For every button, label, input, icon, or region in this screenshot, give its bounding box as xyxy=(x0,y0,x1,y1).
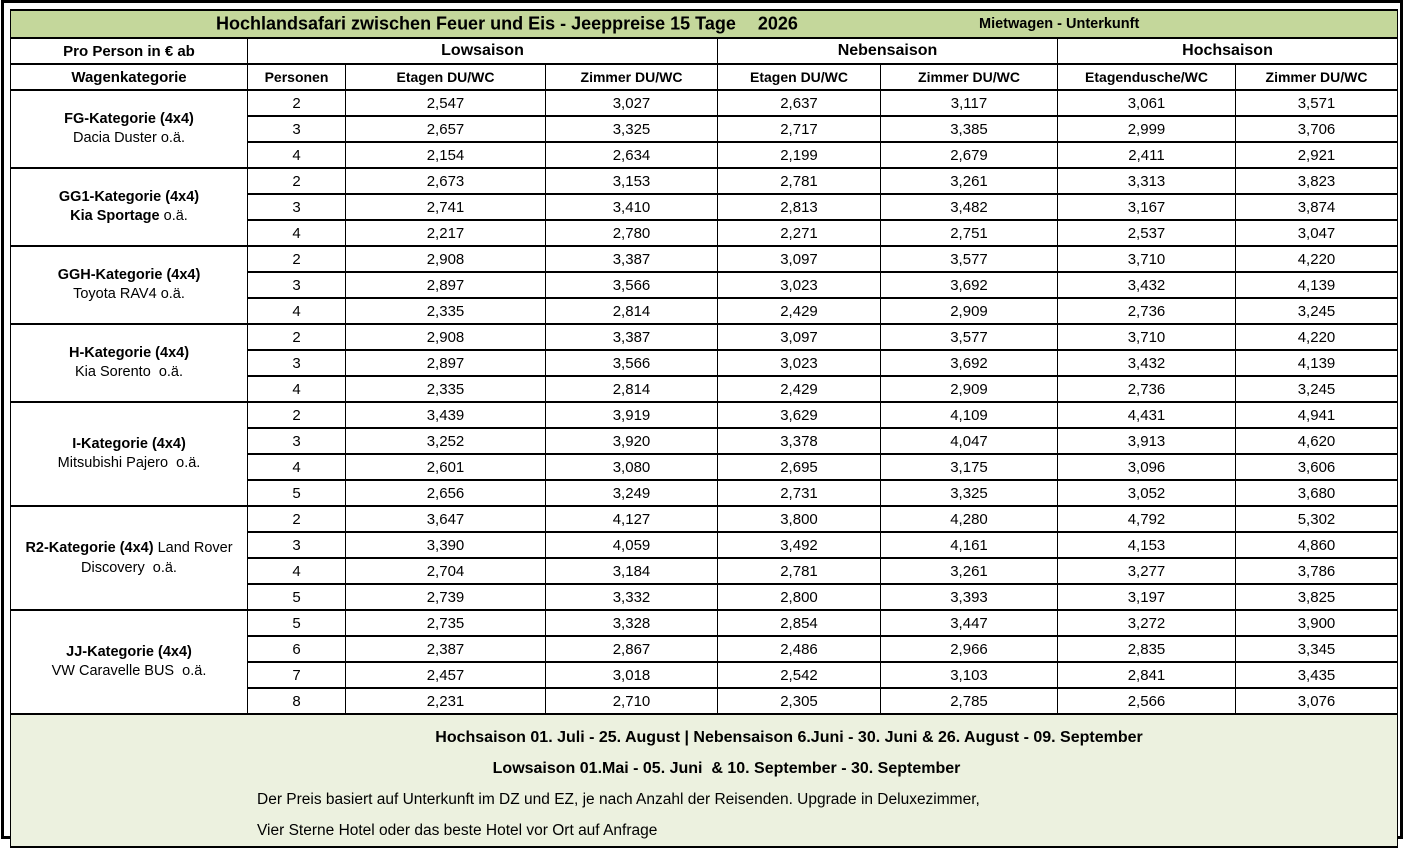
price-cell: 2,566 xyxy=(1058,688,1236,714)
col-header-low-zimmer: Zimmer DU/WC xyxy=(546,64,718,90)
persons-cell: 2 xyxy=(248,402,346,428)
price-cell: 2,199 xyxy=(718,142,881,168)
persons-cell: 5 xyxy=(248,610,346,636)
price-cell: 3,345 xyxy=(1236,636,1398,662)
price-cell: 4,220 xyxy=(1236,246,1398,272)
page-frame xyxy=(1,0,1403,839)
category-cell xyxy=(11,168,248,246)
price-cell: 2,813 xyxy=(718,194,881,220)
price-cell: 2,486 xyxy=(718,636,881,662)
category-vehicle: Dacia Duster o.ä. xyxy=(72,130,186,146)
persons-cell: 4 xyxy=(248,142,346,168)
price-cell: 3,378 xyxy=(718,428,881,454)
category-name: FG-Kategorie (4x4) xyxy=(64,111,194,127)
price-cell: 4,139 xyxy=(1236,350,1398,376)
price-cell: 2,217 xyxy=(346,220,546,246)
price-cell: 2,704 xyxy=(346,558,546,584)
footer-row xyxy=(11,714,1398,847)
price-cell: 2,271 xyxy=(718,220,881,246)
price-cell: 3,390 xyxy=(346,532,546,558)
price-cell: 3,566 xyxy=(546,350,718,376)
price-cell: 2,154 xyxy=(346,142,546,168)
price-cell: 3,692 xyxy=(881,350,1058,376)
price-cell: 3,018 xyxy=(546,662,718,688)
price-cell: 3,076 xyxy=(1236,688,1398,714)
price-cell: 2,909 xyxy=(881,298,1058,324)
price-cell: 2,429 xyxy=(718,376,881,402)
price-cell: 2,547 xyxy=(346,90,546,116)
price-cell: 4,047 xyxy=(881,428,1058,454)
price-cell: 3,061 xyxy=(1058,90,1236,116)
price-cell: 3,313 xyxy=(1058,168,1236,194)
price-cell: 3,823 xyxy=(1236,168,1398,194)
persons-cell: 2 xyxy=(248,246,346,272)
price-cell: 3,647 xyxy=(346,506,546,532)
price-cell: 2,781 xyxy=(718,168,881,194)
season-header-hochsaison: Hochsaison xyxy=(1058,38,1398,64)
price-cell: 2,387 xyxy=(346,636,546,662)
price-cell: 4,059 xyxy=(546,532,718,558)
price-cell: 2,897 xyxy=(346,350,546,376)
category-vehicle: VW Caravelle BUS o.ä. xyxy=(51,663,207,679)
price-cell: 3,197 xyxy=(1058,584,1236,610)
price-cell: 3,097 xyxy=(718,246,881,272)
price-cell: 2,695 xyxy=(718,454,881,480)
price-cell: 3,706 xyxy=(1236,116,1398,142)
price-cell: 2,814 xyxy=(546,376,718,402)
price-cell: 3,710 xyxy=(1058,246,1236,272)
table-row xyxy=(11,324,1398,350)
table-row xyxy=(11,246,1398,272)
price-cell: 2,429 xyxy=(718,298,881,324)
price-cell: 3,913 xyxy=(1058,428,1236,454)
col-header-neben-zimmer: Zimmer DU/WC xyxy=(881,64,1058,90)
price-cell: 2,741 xyxy=(346,194,546,220)
price-cell: 3,900 xyxy=(1236,610,1398,636)
price-cell: 4,620 xyxy=(1236,428,1398,454)
category-name: GG1-Kategorie (4x4) xyxy=(58,189,200,205)
price-cell: 4,431 xyxy=(1058,402,1236,428)
price-cell: 3,097 xyxy=(718,324,881,350)
price-cell: 4,109 xyxy=(881,402,1058,428)
category-name: GGH-Kategorie (4x4) xyxy=(57,267,201,283)
price-cell: 3,027 xyxy=(546,90,718,116)
price-cell: 3,825 xyxy=(1236,584,1398,610)
price-cell: 3,261 xyxy=(881,558,1058,584)
persons-cell: 4 xyxy=(248,454,346,480)
category-vehicle: Toyota RAV4 o.ä. xyxy=(73,286,185,302)
footer-note-line-2: Vier Sterne Hotel oder das beste Hotel vor Ort auf Anfrage xyxy=(257,822,658,839)
table-row xyxy=(11,506,1398,532)
price-cell: 3,080 xyxy=(546,454,718,480)
price-cell: 3,439 xyxy=(346,402,546,428)
price-cell: 3,175 xyxy=(881,454,1058,480)
persons-cell: 2 xyxy=(248,90,346,116)
price-cell: 4,127 xyxy=(546,506,718,532)
category-vehicle: Kia Sorento o.ä. xyxy=(74,364,183,380)
price-cell: 2,637 xyxy=(718,90,881,116)
price-cell: 2,537 xyxy=(1058,220,1236,246)
category-name: JJ-Kategorie (4x4) xyxy=(66,644,192,660)
price-cell: 2,785 xyxy=(881,688,1058,714)
price-cell: 2,305 xyxy=(718,688,881,714)
table-row xyxy=(11,402,1398,428)
price-cell: 3,245 xyxy=(1236,376,1398,402)
persons-cell: 3 xyxy=(248,272,346,298)
price-cell: 3,920 xyxy=(546,428,718,454)
price-cell: 3,096 xyxy=(1058,454,1236,480)
category-cell xyxy=(11,402,248,506)
persons-cell: 2 xyxy=(248,168,346,194)
price-cell: 2,736 xyxy=(1058,376,1236,402)
price-table xyxy=(10,9,1398,848)
price-cell: 3,153 xyxy=(546,168,718,194)
wagenkategorie-header: Wagenkategorie xyxy=(11,64,248,90)
price-table-body xyxy=(11,90,1398,714)
price-cell: 3,047 xyxy=(1236,220,1398,246)
page-subtitle: Mietwagen - Unterkunft xyxy=(979,16,1140,32)
price-cell: 2,657 xyxy=(346,116,546,142)
price-cell: 2,867 xyxy=(546,636,718,662)
price-cell: 3,249 xyxy=(546,480,718,506)
price-cell: 3,252 xyxy=(346,428,546,454)
price-cell: 2,717 xyxy=(718,116,881,142)
price-cell: 2,814 xyxy=(546,298,718,324)
sheet xyxy=(10,9,1398,848)
price-cell: 4,792 xyxy=(1058,506,1236,532)
category-cell xyxy=(11,246,248,324)
footer-lowsaison-dates: Lowsaison 01.Mai - 05. Juni & 10. September - 30. September xyxy=(492,760,961,777)
title-row xyxy=(11,10,1398,38)
price-cell: 3,325 xyxy=(881,480,1058,506)
persons-cell: 4 xyxy=(248,298,346,324)
price-cell: 2,634 xyxy=(546,142,718,168)
price-cell: 2,335 xyxy=(346,298,546,324)
price-cell: 3,800 xyxy=(718,506,881,532)
price-cell: 2,908 xyxy=(346,324,546,350)
price-cell: 3,692 xyxy=(881,272,1058,298)
category-cell xyxy=(11,506,248,610)
persons-cell: 3 xyxy=(248,428,346,454)
price-cell: 3,385 xyxy=(881,116,1058,142)
price-cell: 2,781 xyxy=(718,558,881,584)
price-cell: 3,167 xyxy=(1058,194,1236,220)
price-cell: 2,909 xyxy=(881,376,1058,402)
price-cell: 2,656 xyxy=(346,480,546,506)
price-cell: 2,542 xyxy=(718,662,881,688)
persons-cell: 5 xyxy=(248,584,346,610)
persons-cell: 8 xyxy=(248,688,346,714)
price-cell: 2,735 xyxy=(346,610,546,636)
persons-cell: 3 xyxy=(248,116,346,142)
price-cell: 3,919 xyxy=(546,402,718,428)
price-cell: 3,277 xyxy=(1058,558,1236,584)
price-cell: 3,432 xyxy=(1058,350,1236,376)
price-cell: 3,874 xyxy=(1236,194,1398,220)
price-cell: 3,261 xyxy=(881,168,1058,194)
category-vehicle: Mitsubishi Pajero o.ä. xyxy=(57,455,201,471)
price-cell: 3,184 xyxy=(546,558,718,584)
price-cell: 3,680 xyxy=(1236,480,1398,506)
price-cell: 2,231 xyxy=(346,688,546,714)
persons-cell: 6 xyxy=(248,636,346,662)
persons-cell: 3 xyxy=(248,194,346,220)
price-cell: 2,800 xyxy=(718,584,881,610)
price-cell: 4,220 xyxy=(1236,324,1398,350)
price-cell: 3,566 xyxy=(546,272,718,298)
price-cell: 3,387 xyxy=(546,324,718,350)
col-header-low-etagen: Etagen DU/WC xyxy=(346,64,546,90)
price-cell: 2,854 xyxy=(718,610,881,636)
price-cell: 3,447 xyxy=(881,610,1058,636)
price-cell: 3,325 xyxy=(546,116,718,142)
price-cell: 3,103 xyxy=(881,662,1058,688)
price-cell: 2,673 xyxy=(346,168,546,194)
column-header-row xyxy=(11,64,1398,90)
price-cell: 2,780 xyxy=(546,220,718,246)
persons-cell: 5 xyxy=(248,480,346,506)
persons-cell: 4 xyxy=(248,376,346,402)
price-cell: 4,860 xyxy=(1236,532,1398,558)
price-cell: 2,335 xyxy=(346,376,546,402)
price-cell: 2,731 xyxy=(718,480,881,506)
pro-person-header: Pro Person in € ab xyxy=(11,38,248,64)
price-cell: 2,966 xyxy=(881,636,1058,662)
price-cell: 2,739 xyxy=(346,584,546,610)
price-cell: 4,280 xyxy=(881,506,1058,532)
price-cell: 2,457 xyxy=(346,662,546,688)
price-cell: 2,751 xyxy=(881,220,1058,246)
price-cell: 3,023 xyxy=(718,350,881,376)
category-vehicle: Kia Sportage o.ä. xyxy=(70,208,188,224)
price-cell: 5,302 xyxy=(1236,506,1398,532)
persons-cell: 2 xyxy=(248,506,346,532)
price-cell: 3,492 xyxy=(718,532,881,558)
price-cell: 4,941 xyxy=(1236,402,1398,428)
price-cell: 3,272 xyxy=(1058,610,1236,636)
category-label: R2-Kategorie (4x4) Land Rover Discovery o.ä. xyxy=(25,540,237,576)
price-cell: 2,841 xyxy=(1058,662,1236,688)
price-cell: 3,245 xyxy=(1236,298,1398,324)
page-title: Hochlandsafari zwischen Feuer und Eis - Jeeppreise 15 Tage 2026 xyxy=(216,13,798,34)
season-header-nebensaison: Nebensaison xyxy=(718,38,1058,64)
price-cell: 2,710 xyxy=(546,688,718,714)
table-row xyxy=(11,168,1398,194)
footer-cell xyxy=(11,714,1398,847)
table-row xyxy=(11,90,1398,116)
price-cell: 3,052 xyxy=(1058,480,1236,506)
price-cell: 2,736 xyxy=(1058,298,1236,324)
price-cell: 3,432 xyxy=(1058,272,1236,298)
persons-cell: 2 xyxy=(248,324,346,350)
price-cell: 2,411 xyxy=(1058,142,1236,168)
season-header-row xyxy=(11,38,1398,64)
price-cell: 2,601 xyxy=(346,454,546,480)
price-cell: 3,023 xyxy=(718,272,881,298)
table-row xyxy=(11,610,1398,636)
price-cell: 3,571 xyxy=(1236,90,1398,116)
category-cell xyxy=(11,324,248,402)
title-cell xyxy=(11,10,1398,38)
price-cell: 3,393 xyxy=(881,584,1058,610)
price-cell: 3,577 xyxy=(881,324,1058,350)
col-header-hoch-etagen: Etagendusche/WC xyxy=(1058,64,1236,90)
col-header-neben-etagen: Etagen DU/WC xyxy=(718,64,881,90)
price-cell: 2,897 xyxy=(346,272,546,298)
persons-cell: 3 xyxy=(248,532,346,558)
price-cell: 3,387 xyxy=(546,246,718,272)
category-name: I-Kategorie (4x4) xyxy=(72,436,186,452)
price-cell: 3,435 xyxy=(1236,662,1398,688)
persons-cell: 3 xyxy=(248,350,346,376)
persons-cell: 4 xyxy=(248,558,346,584)
price-cell: 4,139 xyxy=(1236,272,1398,298)
persons-cell: 7 xyxy=(248,662,346,688)
price-cell: 4,161 xyxy=(881,532,1058,558)
personen-header: Personen xyxy=(248,64,346,90)
price-cell: 3,482 xyxy=(881,194,1058,220)
persons-cell: 4 xyxy=(248,220,346,246)
category-name: H-Kategorie (4x4) xyxy=(68,345,190,361)
price-cell: 3,328 xyxy=(546,610,718,636)
title-year: 2026 xyxy=(757,13,798,34)
price-cell: 2,999 xyxy=(1058,116,1236,142)
price-cell: 3,410 xyxy=(546,194,718,220)
price-cell: 2,908 xyxy=(346,246,546,272)
price-cell: 3,117 xyxy=(881,90,1058,116)
price-cell: 3,710 xyxy=(1058,324,1236,350)
price-cell: 2,921 xyxy=(1236,142,1398,168)
price-cell: 2,835 xyxy=(1058,636,1236,662)
footer-note-line-1: Der Preis basiert auf Unterkunft im DZ und EZ, je nach Anzahl der Reisenden. Upgrade in Deluxezimmer, xyxy=(257,791,980,808)
price-cell: 3,786 xyxy=(1236,558,1398,584)
season-header-lowsaison: Lowsaison xyxy=(248,38,718,64)
price-cell: 3,606 xyxy=(1236,454,1398,480)
price-cell: 3,629 xyxy=(718,402,881,428)
category-cell xyxy=(11,610,248,714)
price-cell: 3,577 xyxy=(881,246,1058,272)
col-header-hoch-zimmer: Zimmer DU/WC xyxy=(1236,64,1398,90)
price-cell: 2,679 xyxy=(881,142,1058,168)
footer-hochsaison-dates: Hochsaison 01. Juli - 25. August | Nebensaison 6.Juni - 30. Juni & 26. August - 09. September xyxy=(435,729,1143,746)
price-cell: 3,332 xyxy=(546,584,718,610)
category-cell xyxy=(11,90,248,168)
price-cell: 4,153 xyxy=(1058,532,1236,558)
